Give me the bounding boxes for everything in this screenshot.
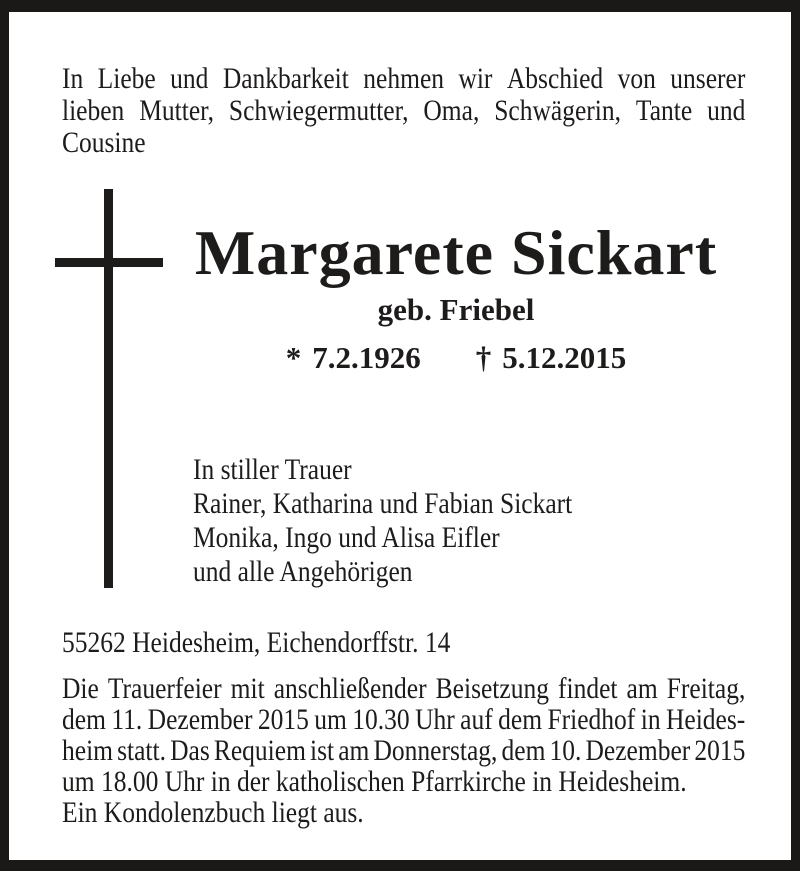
funeral-line: um 18.00 Uhr in der katholischen Pfarrkirche in Heidesheim. [62, 765, 687, 798]
cross-horizontal-bar [55, 258, 163, 267]
intro-line: lieben Mutter, Schwiegermutter, Oma, Schwägerin, Tante und [62, 94, 746, 127]
deceased-block [176, 12, 736, 412]
funeral-details [62, 673, 745, 828]
birth-star-icon: * [285, 340, 302, 375]
mourners-list [193, 453, 572, 589]
mourners-line: und alle Angehörigen [193, 555, 413, 588]
intro-line: In Liebe und Dankbarkeit nehmen wir Abschied von unserer [62, 62, 746, 95]
funeral-line: Die Trauerfeier mit anschließender Beisetzung findet am Freitag, [62, 672, 746, 705]
intro-line: Cousine [62, 126, 146, 159]
deceased-name: Margarete Sickart [194, 217, 718, 288]
funeral-line: Ein Kondolenzbuch liegt aus. [62, 796, 364, 829]
death-date [476, 340, 627, 376]
death-date-value: 5.12.2015 [502, 340, 627, 375]
funeral-line: dem 11. Dezember 2015 um 10.30 Uhr auf dem Friedhof in Heides- [62, 703, 746, 736]
obituary-page [9, 12, 791, 860]
birth-date [286, 340, 421, 376]
mourners-line: In stiller Trauer [193, 453, 352, 486]
mourners-line: Monika, Ingo und Alisa Eifler [193, 521, 500, 554]
mourners-line: Rainer, Katharina und Fabian Sickart [193, 487, 573, 520]
funeral-line: heim statt. Das Requiem ist am Donnerstag, dem 10. Dezember 2015 [62, 734, 746, 767]
address-line: 55262 Heidesheim, Eichendorffstr. 14 [62, 626, 451, 659]
death-dagger-icon: † [475, 340, 492, 375]
birth-date-value: 7.2.1926 [312, 340, 421, 375]
life-dates [176, 340, 736, 376]
cross-vertical-bar [104, 189, 113, 588]
maiden-name: geb. Friebel [377, 292, 535, 327]
